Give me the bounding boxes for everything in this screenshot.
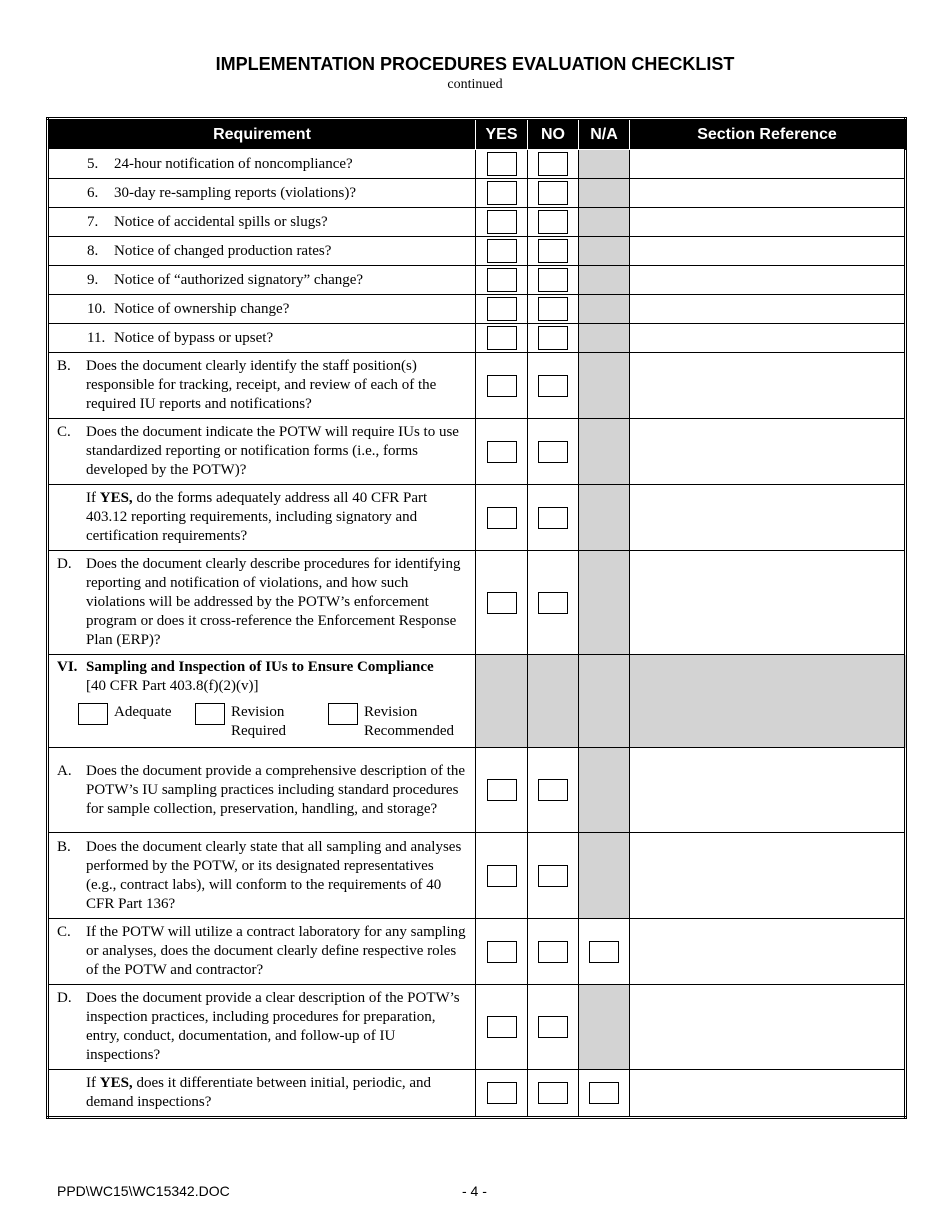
yes-cell-shaded [476, 655, 528, 748]
requirement-cell [49, 486, 475, 549]
no-column-header: NO [528, 119, 579, 150]
na-cell-shaded [579, 179, 630, 208]
requirement-cell [49, 986, 475, 1068]
requirement-cell [49, 354, 475, 417]
rating-option-adequate[interactable] [78, 703, 195, 741]
yes-checkbox[interactable] [487, 865, 517, 887]
section-title: Sampling and Inspection of IUs to Ensure Compliance [86, 659, 434, 675]
no-checkbox[interactable] [538, 326, 568, 350]
yes-checkbox[interactable] [487, 507, 517, 529]
requirement-text: do the forms adequately address all 40 CFR Part 403.12 reporting requirements, including signatory and certification requirements? [86, 490, 428, 544]
yes-checkbox[interactable] [487, 779, 517, 801]
document-subtitle: continued [447, 77, 503, 92]
na-cell-shaded [579, 419, 630, 485]
yes-column-header: YES [476, 119, 528, 150]
requirement-text: Does the document clearly identify the staff position(s) responsible for tracking, receipt, and review of each of the required IU reports and notifications? [86, 358, 437, 412]
section-reference-field[interactable] [630, 919, 906, 985]
table-row [48, 237, 906, 266]
no-checkbox[interactable] [538, 779, 568, 801]
section-reference-field[interactable] [630, 324, 906, 353]
table-row [48, 179, 906, 208]
requirement-text: Does the document provide a clear description of the POTW’s inspection practices, including procedures for preparation, entry, conduct, documentation, and follow-up of IU inspections? [86, 990, 460, 1063]
yes-checkbox[interactable] [487, 941, 517, 963]
table-row [48, 919, 906, 985]
item-number: 8. [87, 242, 99, 259]
yes-checkbox[interactable] [487, 1082, 517, 1104]
no-checkbox[interactable] [538, 210, 568, 234]
requirement-text-prefix: If [86, 490, 100, 506]
na-cell-shaded [579, 551, 630, 655]
yes-checkbox[interactable] [487, 152, 517, 176]
section-reference-field[interactable] [630, 485, 906, 551]
no-checkbox[interactable] [538, 239, 568, 263]
section-reference-field[interactable] [630, 419, 906, 485]
item-letter: C. [57, 424, 71, 440]
table-row [48, 748, 906, 833]
requirement-cell [49, 268, 475, 293]
section-reference-field[interactable] [630, 833, 906, 919]
na-cell-shaded [579, 237, 630, 266]
requirement-cell [49, 181, 475, 206]
requirement-cell [49, 420, 475, 483]
item-letter: B. [57, 838, 71, 855]
requirement-text: Does the document clearly describe procedures for identifying reporting and notification of violations, and how such violations will be addressed by the POTW’s enforcement program or does it cross-reference the Enforcement Response Plan (ERP)? [86, 556, 461, 648]
no-checkbox[interactable] [538, 507, 568, 529]
revision-required-checkbox[interactable] [195, 703, 225, 725]
requirement-text-emphasis: YES, [99, 1075, 133, 1091]
footer-page-number: - 4 - [462, 1183, 487, 1199]
yes-checkbox[interactable] [487, 592, 517, 614]
na-cell-shaded [579, 985, 630, 1070]
na-cell-shaded [579, 295, 630, 324]
item-letter: B. [57, 358, 71, 374]
yes-checkbox[interactable] [487, 268, 517, 292]
na-checkbox[interactable] [589, 941, 619, 963]
yes-checkbox[interactable] [487, 1016, 517, 1038]
no-checkbox[interactable] [538, 152, 568, 176]
requirement-cell [49, 152, 475, 177]
no-checkbox[interactable] [538, 1082, 568, 1104]
section-reference-column-header: Section Reference [630, 119, 906, 150]
yes-checkbox[interactable] [487, 297, 517, 321]
item-letter: D. [57, 556, 72, 572]
table-row [48, 295, 906, 324]
na-cell-shaded [579, 485, 630, 551]
na-cell-shaded [579, 353, 630, 419]
section-header-row [48, 655, 906, 748]
section-reference-field[interactable] [630, 353, 906, 419]
requirement-text-emphasis: YES, [99, 490, 133, 506]
table-row [48, 551, 906, 655]
adequacy-rating-group [78, 703, 467, 741]
yes-checkbox[interactable] [487, 375, 517, 397]
na-cell-shaded [579, 266, 630, 295]
requirement-text: Does the document provide a comprehensive description of the POTW’s IU sampling practices including standard procedures for sample collection, preservation, handling, and storage? [86, 762, 466, 817]
no-checkbox[interactable] [538, 865, 568, 887]
na-cell-shaded [579, 655, 630, 748]
section-reference-shaded [630, 655, 906, 748]
section-reference-field[interactable] [630, 150, 906, 179]
table-row [48, 419, 906, 485]
section-reference-field[interactable] [630, 208, 906, 237]
table-row [48, 150, 906, 179]
requirement-text: does it differentiate between initial, periodic, and demand inspections? [86, 1075, 432, 1110]
section-reference-field[interactable] [630, 1070, 906, 1118]
section-reference-field[interactable] [630, 237, 906, 266]
item-letter: C. [57, 924, 71, 940]
yes-checkbox[interactable] [487, 441, 517, 463]
table-row [48, 266, 906, 295]
adequate-checkbox[interactable] [78, 703, 108, 725]
requirement-cell [49, 326, 475, 351]
table-row [48, 1070, 906, 1118]
revision-recommended-label: Revision Recommended [364, 704, 454, 739]
item-number: 9. [87, 271, 99, 288]
table-row [48, 208, 906, 237]
section-citation: [40 CFR Part 403.8(f)(2)(v)] [86, 678, 259, 694]
requirement-text: Notice of ownership change? [114, 300, 290, 317]
item-number: 10. [87, 300, 106, 317]
requirement-cell [49, 239, 475, 264]
no-checkbox[interactable] [538, 592, 568, 614]
requirement-column-header: Requirement [48, 119, 476, 150]
yes-checkbox[interactable] [487, 181, 517, 205]
na-cell-shaded [579, 748, 630, 833]
no-checkbox[interactable] [538, 268, 568, 292]
requirement-text: Notice of accidental spills or slugs? [114, 213, 328, 230]
na-cell-shaded [579, 324, 630, 353]
evaluation-checklist-table [46, 117, 907, 1119]
section-heading-cell [49, 655, 475, 744]
na-checkbox[interactable] [589, 1082, 619, 1104]
section-reference-field[interactable] [630, 266, 906, 295]
no-checkbox[interactable] [538, 441, 568, 463]
na-cell-shaded [579, 150, 630, 179]
requirement-cell [49, 297, 475, 322]
na-column-header: N/A [579, 119, 630, 150]
item-letter: A. [57, 762, 72, 779]
document-title: IMPLEMENTATION PROCEDURES EVALUATION CHECKLIST [215, 54, 735, 74]
no-checkbox[interactable] [538, 297, 568, 321]
no-checkbox[interactable] [538, 181, 568, 205]
section-reference-field[interactable] [630, 985, 906, 1070]
yes-checkbox[interactable] [487, 239, 517, 263]
rating-option-revision-required[interactable] [195, 703, 328, 741]
section-number: VI. [57, 659, 78, 675]
item-number: 5. [87, 155, 99, 172]
section-reference-field[interactable] [630, 551, 906, 655]
requirement-text: If the POTW will utilize a contract laboratory for any sampling or analyses, does the document clearly define respective roles of the POTW and contractor? [86, 924, 466, 978]
na-cell-shaded [579, 208, 630, 237]
revision-recommended-checkbox[interactable] [328, 703, 358, 725]
item-number: 11. [87, 329, 106, 346]
requirement-text: Does the document indicate the POTW will require IUs to use standardized reporting or notification forms (i.e., forms developed by the POTW)? [86, 424, 459, 478]
no-cell-shaded [528, 655, 579, 748]
revision-required-label: Revision Required [231, 704, 286, 739]
item-number: 6. [87, 184, 99, 201]
requirement-cell [49, 210, 475, 235]
table-row [48, 324, 906, 353]
adequate-label: Adequate [114, 704, 172, 720]
table-row [48, 985, 906, 1070]
section-reference-field[interactable] [630, 179, 906, 208]
na-cell-shaded [579, 833, 630, 919]
section-reference-field[interactable] [630, 295, 906, 324]
requirement-cell [49, 759, 475, 822]
item-letter: D. [57, 990, 72, 1006]
requirement-cell [49, 552, 475, 653]
requirement-text: 30-day re-sampling reports (violations)? [114, 184, 357, 201]
no-checkbox[interactable] [538, 375, 568, 397]
requirement-text: Notice of “authorized signatory” change? [114, 271, 364, 288]
table-row [48, 485, 906, 551]
table-row [48, 833, 906, 919]
rating-option-revision-recommended[interactable] [328, 703, 454, 741]
table-header-row [48, 119, 906, 150]
footer-document-path: PPD\WC15\WC15342.DOC [57, 1183, 230, 1199]
no-checkbox[interactable] [538, 1016, 568, 1038]
requirement-cell [49, 1071, 475, 1115]
item-number: 7. [87, 213, 99, 230]
requirement-text: 24-hour notification of noncompliance? [114, 155, 353, 172]
yes-checkbox[interactable] [487, 326, 517, 350]
requirement-text: Does the document clearly state that all sampling and analyses performed by the POTW, or its designated representatives (e.g., contract labs), will conform to the requirements of 40 CFR Part 136? [86, 838, 462, 912]
yes-checkbox[interactable] [487, 210, 517, 234]
table-row [48, 353, 906, 419]
no-checkbox[interactable] [538, 941, 568, 963]
requirement-cell [49, 920, 475, 983]
requirement-text-prefix: If [86, 1075, 100, 1091]
requirement-text: Notice of bypass or upset? [114, 329, 274, 346]
section-reference-field[interactable] [630, 748, 906, 833]
requirement-text: Notice of changed production rates? [114, 242, 332, 259]
requirement-cell [49, 835, 475, 917]
